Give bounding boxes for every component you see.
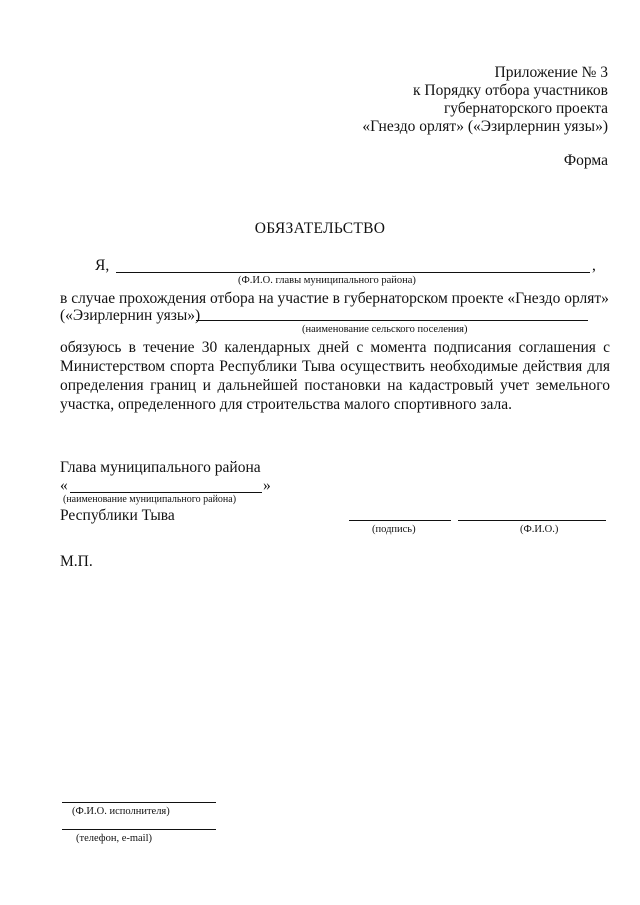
signature-field[interactable] <box>349 520 451 521</box>
document-title: ОБЯЗАТЕЛЬСТВО <box>254 220 386 237</box>
executor-contact-field[interactable] <box>62 829 216 830</box>
pledge-i-label: Я, <box>95 257 110 274</box>
signature-fio-caption: (Ф.И.О.) <box>520 524 559 535</box>
district-caption: (наименование муниципального района) <box>63 494 237 505</box>
form-label: Форма <box>563 152 608 169</box>
settlement-caption: (наименование сельского поселения) <box>302 324 468 335</box>
signature-fio-field[interactable] <box>458 520 606 521</box>
appendix-number: Приложение № 3 <box>494 64 608 81</box>
district-field[interactable] <box>70 492 262 493</box>
executor-fio-field[interactable] <box>62 802 216 803</box>
pledge-comma: , <box>592 257 596 274</box>
appendix-order: к Порядку отбора участников <box>413 82 608 99</box>
appendix-project-name: «Гнездо орлят» («Эзирлернин уязы») <box>362 118 608 135</box>
stamp-label: М.П. <box>60 553 93 570</box>
fio-head-caption: (Ф.И.О. главы муниципального района) <box>238 275 416 286</box>
pledge-paragraph: обязуюсь в течение 30 календарных дней с момента подписания соглашения с Министерством спорта Республики Тыва осуществить необходимые действия для определения границ и дальнейшей постановки на кадастровый учет земельного участка, определенного для строительства малого спортивного зала. <box>60 339 610 413</box>
appendix-project: губернаторского проекта <box>443 100 608 117</box>
pledge-project-line: в случае прохождения отбора на участие в губернаторском проекте «Гнездо орлят» <box>60 290 609 307</box>
settlement-field[interactable] <box>196 320 588 321</box>
appendix-header <box>362 64 608 136</box>
quote-close: » <box>263 477 271 494</box>
quote-open: « <box>60 477 68 494</box>
signature-caption: (подпись) <box>372 524 416 535</box>
executor-contact-caption: (телефон, e-mail) <box>76 833 153 844</box>
republic-label: Республики Тыва <box>60 507 175 524</box>
fio-head-field[interactable] <box>116 272 590 273</box>
pledge-project-local: («Эзирлернин уязы») <box>60 307 201 324</box>
executor-fio-caption: (Ф.И.О. исполнителя) <box>72 806 170 817</box>
head-label: Глава муниципального района <box>60 459 261 476</box>
